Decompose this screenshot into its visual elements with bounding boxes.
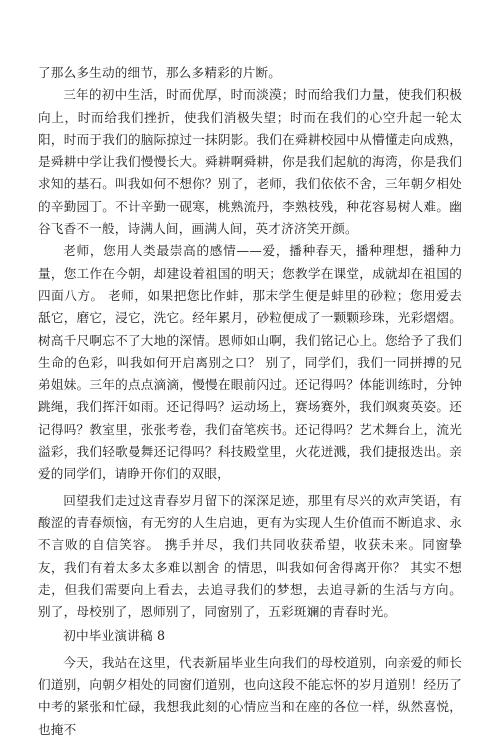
paragraph-farewell-intro: 今天，我站在这里，代表新届毕业生向我们的母校道别，向亲爱的师长们道别，向朝夕相处的同窗们道别，也向这段不能忘怀的岁月道别！经历了中考的紧张和忙碌，我想我此刻的心情应当和在座的各位一样，纵然喜悦，也掩不	[38, 654, 462, 737]
paragraph-teachers: 老师，您用人类最崇高的感情——爱，播种春天，播种理想，播种力量，您工作在今朝，却建设着祖国的明天；您教学在课堂，成就却在祖国的四面八方。 老师，如果把您比作蚌，那末学生便是蚌里的砂粒；您用爱去舐它，磨它，浸它，洗它。经年累月，砂粒便成了一颗颗珍珠，光彩熠熠。 树高千尺啊忘不了大地的深情。恩师如山啊，我们铭记心上。您给予了我们生命的色彩，叫我如何开启离别之口？ 别了，同学们，我们一同拼搏的兄弟姐妹。三年的点点滴滴，慢慢在眼前闪过。还记得吗？体能训练时，分钟跳绳，我们挥汗如雨。还记得吗？运动场上，赛场赛外，我们飒爽英姿。还记得吗？教室里，张张考卷，我们奋笔疾书。还记得吗？艺术舞台上，流光溢彩，我们轻歌曼舞还记得吗？科技殿堂里，火花迸溅，我们捷报迭出。亲爱的同学们，请睁开你们的双眼，	[38, 243, 462, 482]
section-heading: 初中毕业演讲稿 8	[63, 628, 166, 644]
document-body	[38, 62, 462, 741]
paragraph-school-life: 三年的初中生活，时而优厚，时而淡漠；时而给我们力量，使我们积极向上，时而给我们挫折，使我们消极失望；时而在我们的心空升起一轮太阳，时而于我们的脑际掠过一抹阴影。我们在舜耕校园中从懵懂走向成熟，是舜耕中学让我们慢慢长大。舜耕啊舜耕，你是我们起航的海湾，你是我们求知的基石。叫我如何不想你？别了，老师，我们依依不舍，三年朝夕相处的辛勤园丁。不计辛勤一砚寒，桃熟流丹，李熟枝残，种花容易树人难。幽谷飞香不一般，诗满人间，画满人间，英才济济笑开颜。	[38, 87, 462, 237]
paragraph-looking-back: 回望我们走过这青春岁月留下的深深足迹，那里有尽兴的欢声笑语，有酸涩的青春烦恼，有无穷的人生启迪，更有为实现人生价值而不断追求、永不言败的自信笑容。 携手并尽，我们共同收获希望，收获未来。同窗挚友，我们有着太多太多难以割舍 的情思，叫我如何舍得离开你？ 其实不想走，但我们需要向上看去，去追寻我们的梦想，去追寻新的生活与方向。 别了，母校别了，恩师别了，同窗别了，五彩斑斓的青春时光。	[38, 492, 462, 620]
paragraph-continuation: 了那么多生动的细节，那么多精彩的片断。	[38, 65, 282, 80]
